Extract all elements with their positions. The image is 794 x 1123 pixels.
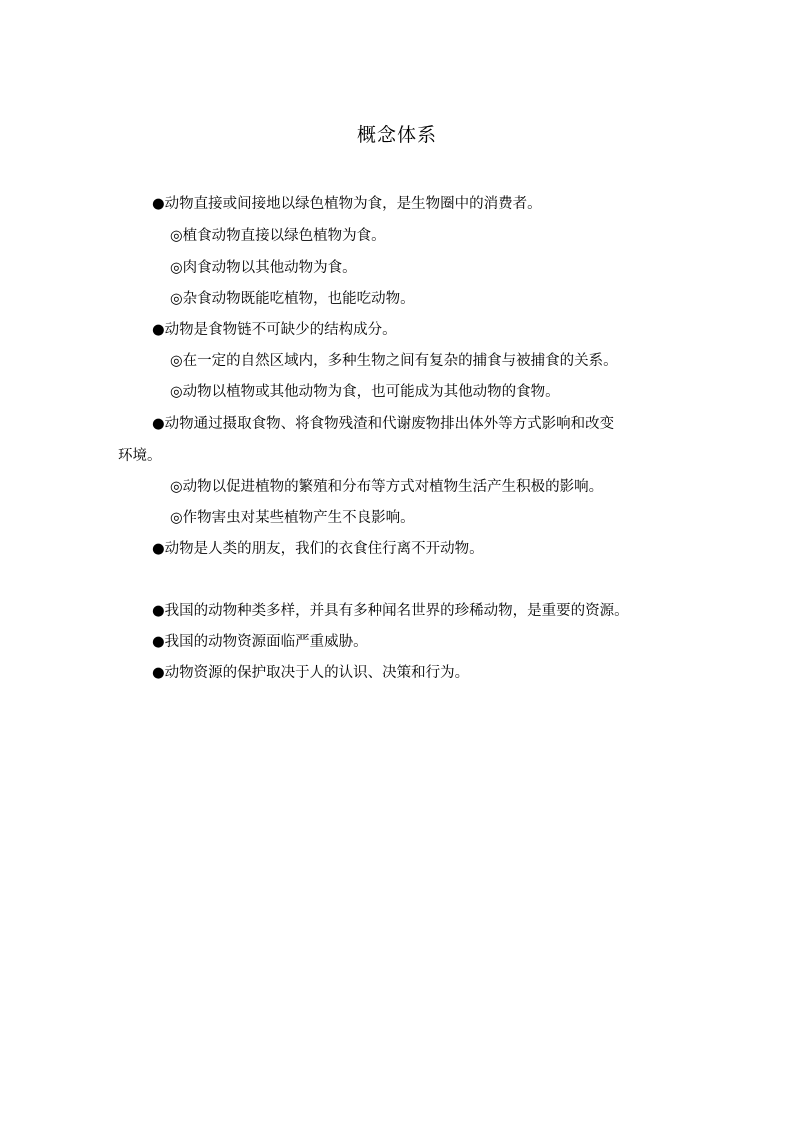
bullet-resources-diverse: ●我国的动物种类多样，并具有多种闻名世界的珍稀动物，是重要的资源。 <box>152 603 629 619</box>
bullet-resources-threatened: ●我国的动物资源面临严重威胁。 <box>152 634 368 650</box>
sub-prey: ◎动物以植物或其他动物为食，也可能成为其他动物的食物。 <box>170 384 560 400</box>
sub-carnivores: ◎肉食动物以其他动物为食。 <box>170 260 357 276</box>
bullet-consumers: ●动物直接或间接地以绿色植物为食，是生物圈中的消费者。 <box>152 196 542 212</box>
bullet-human-friends: ●动物是人类的朋友，我们的衣食住行离不开动物。 <box>152 541 484 557</box>
bullet-environment: ●动物通过摄取食物、将食物残渣和代谢废物排出体外等方式影响和改变 <box>152 416 615 432</box>
bullet-environment-continued: 环境。 <box>118 448 162 464</box>
bullet-resources-protection: ●动物资源的保护取决于人的认识、决策和行为。 <box>152 665 470 681</box>
sub-omnivores: ◎杂食动物既能吃植物，也能吃动物。 <box>170 291 415 307</box>
sub-predation: ◎在一定的自然区域内，多种生物之间有复杂的捕食与被捕食的关系。 <box>170 353 618 369</box>
sub-pests: ◎作物害虫对某些植物产生不良影响。 <box>170 510 415 526</box>
page-title: 概念体系 <box>356 124 437 146</box>
sub-plant-reproduction: ◎动物以促进植物的繁殖和分布等方式对植物生活产生积极的影响。 <box>170 479 604 495</box>
sub-herbivores: ◎植食动物直接以绿色植物为食。 <box>170 228 386 244</box>
bullet-food-chain: ●动物是食物链不可缺少的结构成分。 <box>152 322 397 338</box>
